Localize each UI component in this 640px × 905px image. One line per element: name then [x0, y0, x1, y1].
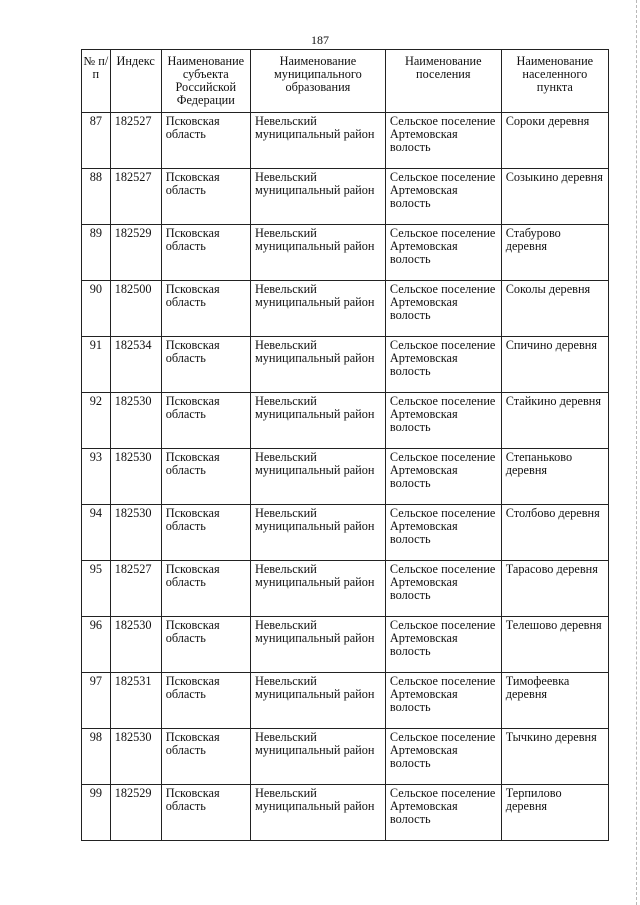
cell-index: 182530: [110, 617, 161, 673]
cell-settlement: Сельское поселение Артемовская волость: [385, 561, 501, 617]
cell-locality: Тычкино деревня: [501, 729, 608, 785]
cell-municipal: Невельский муниципальный район: [250, 225, 385, 281]
settlements-table: [81, 49, 609, 841]
cell-locality: Тарасово деревня: [501, 561, 608, 617]
cell-index: 182530: [110, 729, 161, 785]
header-subject: Наименование субъекта Российской Федерации: [161, 50, 250, 113]
cell-subject: Псковская область: [161, 561, 250, 617]
cell-locality: Сороки деревня: [501, 113, 608, 169]
cell-municipal: Невельский муниципальный район: [250, 785, 385, 841]
cell-municipal: Невельский муниципальный район: [250, 729, 385, 785]
page-edge-line: [635, 0, 637, 905]
cell-locality: Степаньково деревня: [501, 449, 608, 505]
cell-subject: Псковская область: [161, 785, 250, 841]
cell-municipal: Невельский муниципальный район: [250, 561, 385, 617]
cell-municipal: Невельский муниципальный район: [250, 505, 385, 561]
cell-settlement: Сельское поселение Артемовская волость: [385, 785, 501, 841]
cell-municipal: Невельский муниципальный район: [250, 113, 385, 169]
cell-index: 182500: [110, 281, 161, 337]
cell-locality: Столбово деревня: [501, 505, 608, 561]
table-row: [82, 505, 609, 561]
header-settlement: Наименование поселения: [385, 50, 501, 113]
cell-index: 182529: [110, 225, 161, 281]
cell-locality: Терпилово деревня: [501, 785, 608, 841]
cell-municipal: Невельский муниципальный район: [250, 617, 385, 673]
cell-subject: Псковская область: [161, 729, 250, 785]
cell-locality: Созыкино деревня: [501, 169, 608, 225]
header-row: [82, 50, 609, 113]
cell-num: 94: [82, 505, 111, 561]
cell-settlement: Сельское поселение Артемовская волость: [385, 169, 501, 225]
cell-num: 99: [82, 785, 111, 841]
cell-subject: Псковская область: [161, 113, 250, 169]
cell-subject: Псковская область: [161, 281, 250, 337]
cell-num: 89: [82, 225, 111, 281]
table-row: [82, 561, 609, 617]
cell-settlement: Сельское поселение Артемовская волость: [385, 281, 501, 337]
cell-index: 182534: [110, 337, 161, 393]
cell-settlement: Сельское поселение Артемовская волость: [385, 337, 501, 393]
cell-subject: Псковская область: [161, 673, 250, 729]
cell-locality: Тимофеевка деревня: [501, 673, 608, 729]
cell-num: 95: [82, 561, 111, 617]
cell-num: 98: [82, 729, 111, 785]
table-row: [82, 337, 609, 393]
cell-num: 96: [82, 617, 111, 673]
cell-locality: Стабурово деревня: [501, 225, 608, 281]
header-num: № п/п: [82, 50, 111, 113]
cell-municipal: Невельский муниципальный район: [250, 281, 385, 337]
cell-index: 182529: [110, 785, 161, 841]
cell-settlement: Сельское поселение Артемовская волость: [385, 449, 501, 505]
cell-subject: Псковская область: [161, 449, 250, 505]
cell-settlement: Сельское поселение Артемовская волость: [385, 673, 501, 729]
cell-settlement: Сельское поселение Артемовская волость: [385, 393, 501, 449]
cell-num: 88: [82, 169, 111, 225]
cell-locality: Соколы деревня: [501, 281, 608, 337]
table-row: [82, 169, 609, 225]
cell-num: 93: [82, 449, 111, 505]
cell-index: 182527: [110, 561, 161, 617]
cell-index: 182527: [110, 169, 161, 225]
header-index: Индекс: [110, 50, 161, 113]
cell-num: 97: [82, 673, 111, 729]
cell-locality: Спичино деревня: [501, 337, 608, 393]
cell-subject: Псковская область: [161, 169, 250, 225]
cell-index: 182530: [110, 505, 161, 561]
table-row: [82, 225, 609, 281]
header-locality: Наименование населенного пункта: [501, 50, 608, 113]
cell-municipal: Невельский муниципальный район: [250, 393, 385, 449]
table-row: [82, 113, 609, 169]
table-row: [82, 393, 609, 449]
cell-subject: Псковская область: [161, 505, 250, 561]
cell-index: 182530: [110, 393, 161, 449]
cell-settlement: Сельское поселение Артемовская волость: [385, 505, 501, 561]
table-row: [82, 281, 609, 337]
cell-index: 182531: [110, 673, 161, 729]
cell-num: 91: [82, 337, 111, 393]
cell-municipal: Невельский муниципальный район: [250, 169, 385, 225]
cell-settlement: Сельское поселение Артемовская волость: [385, 617, 501, 673]
table-row: [82, 785, 609, 841]
table-row: [82, 729, 609, 785]
table-row: [82, 617, 609, 673]
cell-municipal: Невельский муниципальный район: [250, 337, 385, 393]
cell-num: 92: [82, 393, 111, 449]
cell-locality: Стайкино деревня: [501, 393, 608, 449]
cell-subject: Псковская область: [161, 225, 250, 281]
cell-municipal: Невельский муниципальный район: [250, 673, 385, 729]
cell-settlement: Сельское поселение Артемовская волость: [385, 113, 501, 169]
cell-subject: Псковская область: [161, 393, 250, 449]
cell-municipal: Невельский муниципальный район: [250, 449, 385, 505]
cell-subject: Псковская область: [161, 617, 250, 673]
cell-settlement: Сельское поселение Артемовская волость: [385, 729, 501, 785]
cell-settlement: Сельское поселение Артемовская волость: [385, 225, 501, 281]
table-body: [82, 113, 609, 841]
table-header: [82, 50, 609, 113]
cell-num: 90: [82, 281, 111, 337]
table-row: [82, 449, 609, 505]
cell-index: 182527: [110, 113, 161, 169]
cell-num: 87: [82, 113, 111, 169]
cell-locality: Телешово деревня: [501, 617, 608, 673]
cell-index: 182530: [110, 449, 161, 505]
page-number: 187: [311, 33, 329, 47]
table-row: [82, 673, 609, 729]
cell-subject: Псковская область: [161, 337, 250, 393]
header-municipal: Наименование муниципального образования: [250, 50, 385, 113]
